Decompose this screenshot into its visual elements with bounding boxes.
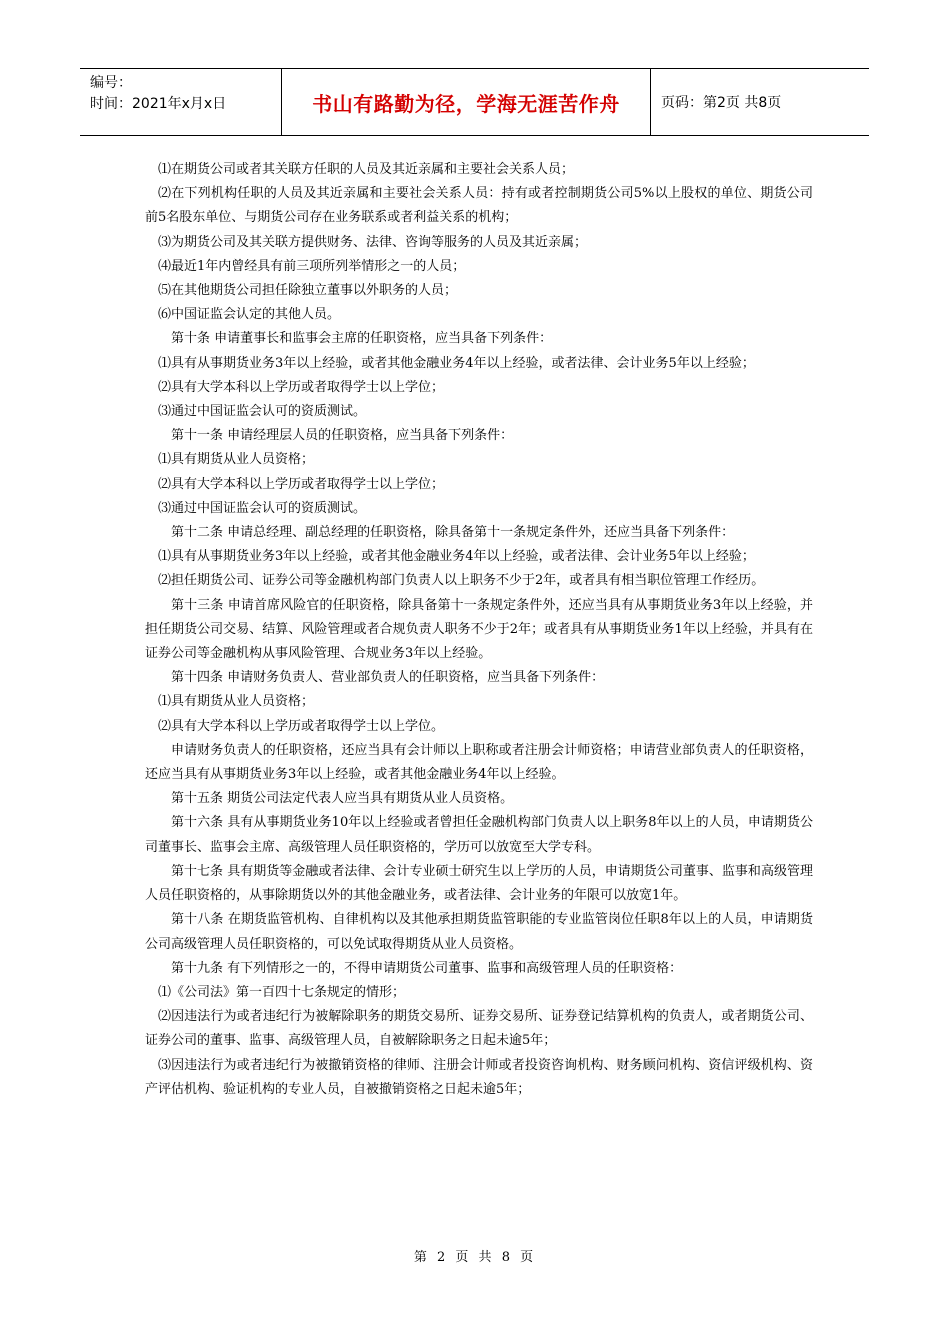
list-item: ⑴在期货公司或者其关联方任职的人员及其近亲属和主要社会关系人员； bbox=[158, 162, 575, 177]
header-number: 编号： bbox=[90, 75, 132, 91]
article-paragraph: 第十九条 有下列情形之一的，不得申请期货公司董事、监事和高级管理人员的任职资格： bbox=[171, 960, 683, 976]
article-paragraph: 第十五条 期货公司法定代表人应当具有期货从业人员资格。 bbox=[171, 791, 514, 807]
list-item: ⑵具有大学本科以上学历或者取得学士以上学位； bbox=[158, 476, 445, 492]
list-item: ⑴具有期货从业人员资格； bbox=[158, 452, 315, 468]
article-paragraph: 第十七条 具有期货等金融或者法律、会计专业硕士研究生以上学历的人员，申请期货公司董事、监事和高级管理人员任职资格的，从事除期货以外的其他金融业务，或者法律、会计业务的年限可以放宽1年。 bbox=[145, 863, 813, 904]
article-paragraph: 第十条 申请董事长和监事会主席的任职资格，应当具备下列条件： bbox=[171, 331, 553, 347]
list-item: ⑴具有从事期货业务3年以上经验，或者其他金融业务4年以上经验，或者法律、会计业务5年以上经验； bbox=[158, 355, 755, 371]
list-item: ⑶为期货公司及其关联方提供财务、法律、咨询等服务的人员及其近亲属； bbox=[158, 234, 588, 250]
list-item: ⑷最近1年内曾经具有前三项所列举情形之一的人员； bbox=[158, 258, 466, 274]
document-header bbox=[80, 68, 869, 136]
header-page-number: 页码：第2页 共8页 bbox=[661, 95, 782, 111]
list-item: ⑵因违法行为或者违纪行为被解除职务的期货交易所、证券交易所、证券登记结算机构的负责人，或者期货公司、证券公司的董事、监事、高级管理人员，自被解除职务之日起未逾5年； bbox=[145, 1009, 813, 1049]
list-item: ⑴具有期货从业人员资格； bbox=[158, 694, 315, 710]
list-item: ⑹中国证监会认定的其他人员。 bbox=[158, 307, 341, 323]
header-motto: 书山有路勤为径，学海无涯苦作舟 bbox=[282, 69, 651, 135]
list-item: ⑵在下列机构任职的人员及其近亲属和主要社会关系人员：持有或者控制期货公司5%以上股权的单位、期货公司前5名股东单位、与期货公司存在业务联系或者利益关系的机构； bbox=[145, 186, 813, 226]
article-paragraph: 第十四条 申请财务负责人、营业部负责人的任职资格，应当具备下列条件： bbox=[171, 670, 605, 686]
article-paragraph: 第十一条 申请经理层人员的任职资格，应当具备下列条件： bbox=[171, 428, 514, 444]
list-item: ⑴《公司法》第一百四十七条规定的情形； bbox=[158, 984, 406, 1000]
page-footer: 第 2 页 共 8 页 bbox=[413, 1250, 537, 1265]
article-paragraph: 申请财务负责人的任职资格，还应当具有会计师以上职称或者注册会计师资格；申请营业部负责人的任职资格，还应当具有从事期货业务3年以上经验，或者其他金融业务4年以上经验。 bbox=[145, 742, 813, 783]
list-item: ⑶通过中国证监会认可的资质测试。 bbox=[158, 404, 367, 420]
document-body bbox=[145, 158, 813, 1102]
list-item: ⑵担任期货公司、证券公司等金融机构部门负责人以上职务不少于2年，或者具有相当职位管理工作经历。 bbox=[158, 573, 765, 589]
list-item: ⑵具有大学本科以上学历或者取得学士以上学位。 bbox=[158, 718, 445, 734]
list-item: ⑴具有从事期货业务3年以上经验，或者其他金融业务4年以上经验，或者法律、会计业务5年以上经验； bbox=[158, 549, 755, 565]
article-paragraph: 第十六条 具有从事期货业务10年以上经验或者曾担任金融机构部门负责人以上职务8年以上的人员，申请期货公司董事长、监事会主席、高级管理人员任职资格的，学历可以放宽至大学专科。 bbox=[145, 815, 813, 855]
list-item: ⑸在其他期货公司担任除独立董事以外职务的人员； bbox=[158, 283, 458, 299]
list-item: ⑶因违法行为或者违纪行为被撤销资格的律师、注册会计师或者投资咨询机构、财务顾问机构、资信评级机构、资产评估机构、验证机构的专业人员，自被撤销资格之日起未逾5年； bbox=[145, 1057, 813, 1097]
article-paragraph: 第十八条 在期货监管机构、自律机构以及其他承担期货监管职能的专业监管岗位任职8年以上的人员，申请期货公司高级管理人员任职资格的，可以免试取得期货从业人员资格。 bbox=[145, 912, 813, 952]
list-item: ⑶通过中国证监会认可的资质测试。 bbox=[158, 500, 367, 516]
article-paragraph: 第十三条 申请首席风险官的任职资格，除具备第十一条规定条件外，还应当具有从事期货业务3年以上经验，并担任期货公司交易、结算、风险管理或者合规负责人职务不少于2年；或者具有从事期货业务1年以上经验，并具有在证券公司等金融机构从事风险管理、合规业务3年以上经验。 bbox=[145, 597, 813, 662]
article-paragraph: 第十二条 申请总经理、副总经理的任职资格，除具备第十一条规定条件外，还应当具备下列条件： bbox=[171, 525, 735, 541]
header-date: 时间：2021年x月x日 bbox=[90, 96, 227, 112]
list-item: ⑵具有大学本科以上学历或者取得学士以上学位； bbox=[158, 379, 445, 395]
header-meta bbox=[80, 69, 282, 135]
